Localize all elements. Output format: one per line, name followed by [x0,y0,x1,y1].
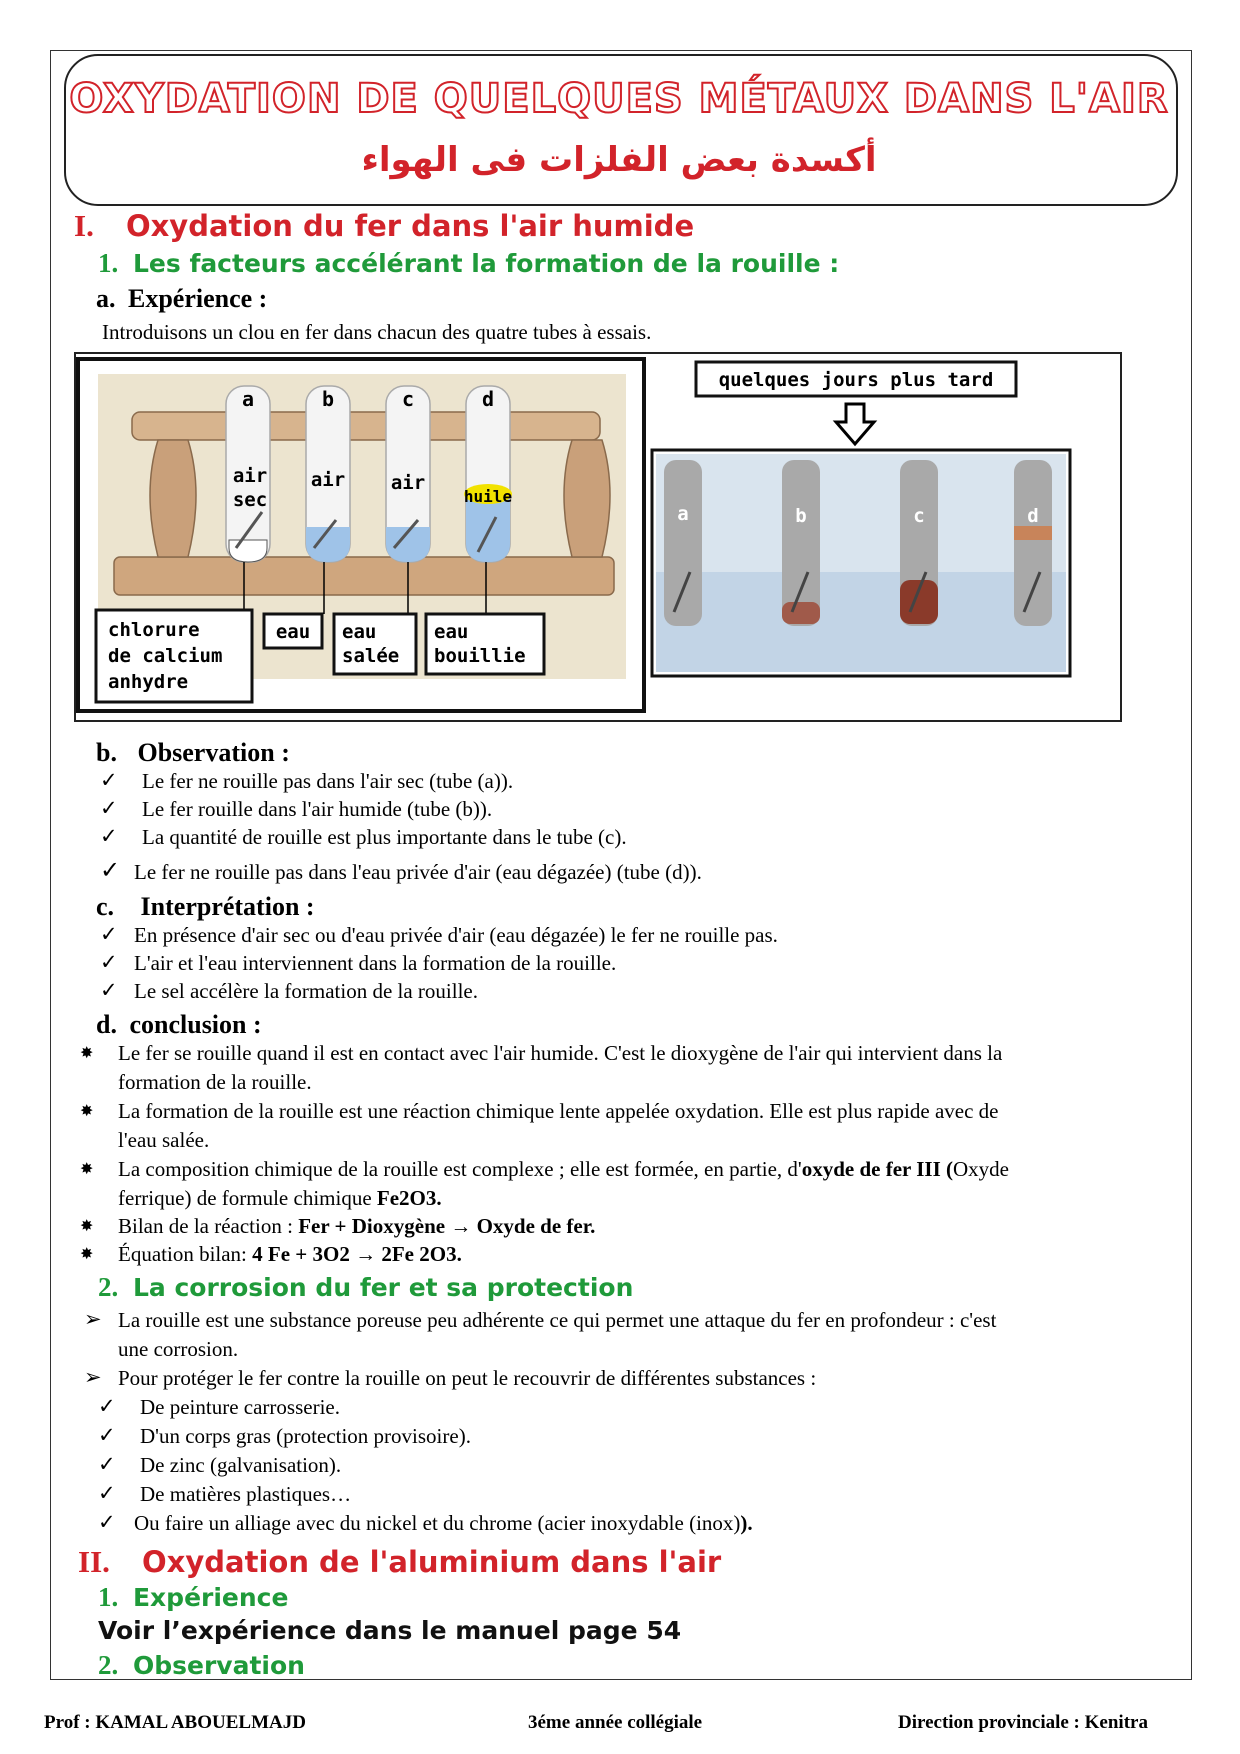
part-a-title: Expérience : [128,284,268,313]
conclusion-item [118,1240,462,1269]
corrosion-item: La rouille est une substance poreuse peu adhérente ce qui permet une attaque du fer en profondeur : c'est [118,1308,997,1332]
label-calcium-chloride-2: de calcium [108,645,223,667]
conclusion-item: La formation de la rouille est une réaction chimique lente appelée oxydation. Elle est plus rapide avec de [118,1099,999,1123]
conclusion-item-3-text-2: ferrique) de formule chimique [118,1186,377,1210]
formula-fe2o3: Fe2O3. [376,1186,442,1210]
corrosion-item-cont: une corrosion. [118,1337,239,1361]
protection-item: De matières plastiques… [140,1482,352,1506]
photo-label-a: a [677,503,689,525]
part-d-heading [96,1010,262,1040]
part-b-title: Observation : [137,738,290,767]
experience-text: Introduisons un clou en fer dans chacun des quatre tubes à essais. [102,320,652,344]
part-c-heading [96,892,315,922]
footer-author: Prof : KAMAL ABOUELMAJD [44,1712,306,1733]
check-icon: ✓ [98,1423,116,1447]
part-d-label: d. [96,1010,117,1039]
protection-item: De zinc (galvanisation). [140,1453,342,1477]
subsection-1-1-title: Les facteurs accélérant la formation de la rouille : [132,249,840,278]
subsection-1-2-heading [98,1272,633,1303]
bullet-icon: ✸ [80,1103,94,1120]
check-icon: ✓ [100,922,118,946]
label-salt-water-2: salée [342,645,400,667]
check-icon: ✓ [98,1452,116,1476]
subsection-2-1-number: 1. [98,1582,119,1612]
arrow-bullet-icon: ➢ [84,1307,102,1331]
subsection-1-1-heading [98,248,839,279]
check-icon: ✓ [100,768,118,792]
label-salt-water-1: eau [342,621,377,643]
tube-label-b: b [321,387,335,411]
section-1-heading [74,208,694,244]
conclusion-item-3-tail: Oxyde [953,1157,1009,1181]
label-boiled-water-1: eau [434,621,469,643]
tube-label-d: d [481,387,495,411]
subsection-1-2-number: 2. [98,1272,119,1302]
check-icon: ✓ [98,1394,116,1418]
subsection-2-1-heading [98,1582,288,1613]
observation-item: La quantité de rouille est plus importante dans le tube (c). [142,825,627,849]
check-icon: ✓ [100,858,121,884]
tube-label-c: c [401,387,415,411]
gas-label-air-sec-1: air [232,465,268,487]
page-title-arabic: أكسدة بعض الفلزات فى الهواء [361,140,877,180]
arrow-bullet-icon: ➢ [84,1365,102,1389]
conclusion-item-3-bold: oxyde de fer III ( [801,1157,953,1181]
bullet-icon: ✸ [80,1246,94,1263]
conclusion-item-3-text: La composition chimique de la rouille est complexe ; elle est formée, en partie, d' [118,1157,802,1181]
protection-item: D'un corps gras (protection provisoire). [140,1424,471,1448]
equation-label: Équation bilan: [118,1242,253,1266]
equation: 4 Fe + 3O2 → 2Fe 2O3. [252,1242,462,1266]
observation-item: Le fer ne rouille pas dans l'eau privée d'air (eau dégazée) (tube (d)). [134,860,702,884]
photo-label-c: c [913,505,925,527]
alloy-text-end: ). [740,1511,753,1535]
photo-label-d: d [1027,505,1039,527]
conclusion-item-cont: formation de la rouille. [118,1070,312,1094]
conclusion-item-cont: l'eau salée. [118,1128,210,1152]
subsection-2-2-number: 2. [98,1650,119,1680]
gas-label-air-sec-2: sec [232,489,268,511]
interpretation-item: L'air et l'eau interviennent dans la formation de la rouille. [134,951,617,975]
bullet-icon: ✸ [80,1218,94,1235]
subsection-1-1-number: 1. [98,248,119,278]
part-a-heading [96,284,267,314]
bullet-icon: ✸ [80,1161,94,1178]
part-b-label: b. [96,738,117,767]
reaction-balance: Fer + Dioxygène → Oxyde de fer. [298,1214,596,1238]
reaction-balance-label: Bilan de la réaction : [118,1214,299,1238]
conclusion-item: Le fer se rouille quand il est en contact avec l'air humide. C'est le dioxygène de l'air qui intervient dans la [118,1041,1003,1065]
part-d-title: conclusion : [129,1010,262,1039]
footer-direction: Direction provinciale : Kenitra [898,1712,1148,1733]
protection-item: De peinture carrosserie. [140,1395,340,1419]
gas-label-air-c: air [390,472,426,494]
section-2-title: Oxydation de l'aluminium dans l'air [142,1545,722,1579]
conclusion-item-cont [118,1184,442,1213]
check-icon: ✓ [100,950,118,974]
conclusion-item [118,1155,1009,1184]
subsection-2-2-heading [98,1650,305,1681]
gas-label-oil: huile [463,487,513,506]
subsection-1-2-title: La corrosion du fer et sa protection [132,1273,634,1302]
check-icon: ✓ [100,824,118,848]
observation-item: Le fer rouille dans l'air humide (tube (b)). [142,797,493,821]
label-boiled-water-2: bouillie [434,645,526,667]
check-icon: ✓ [98,1481,116,1505]
corrosion-item: Pour protéger le fer contre la rouille on peut le recouvrir de différentes substances : [118,1366,817,1390]
section-2-number: II. [78,1544,110,1579]
section-1-number: I. [74,208,94,243]
bullet-icon: ✸ [80,1045,94,1062]
part-b-heading [96,738,290,768]
observation-item: Le fer ne rouille pas dans l'air sec (tube (a)). [142,769,514,793]
label-calcium-chloride-3: anhydre [108,671,189,693]
interpretation-item: Le sel accélère la formation de la rouille. [134,979,478,1003]
label-calcium-chloride-1: chlorure [108,619,200,641]
section-2-heading [78,1544,721,1580]
check-icon: ✓ [100,978,118,1002]
check-icon: ✓ [98,1510,116,1534]
page-title: OXYDATION DE QUELQUES MÉTAUX DANS L'AIR [69,76,1169,122]
interpretation-item: En présence d'air sec ou d'eau privée d'air (eau dégazée) le fer ne rouille pas. [134,923,778,947]
label-water: eau [275,621,311,643]
alloy-text: Ou faire un alliage avec du nickel et du chrome (acier inoxydable (inox) [134,1511,741,1535]
subsection-2-2-title: Observation [132,1651,305,1680]
gas-label-air-b: air [310,469,346,491]
part-a-label: a. [96,284,116,313]
section-1-title: Oxydation du fer dans l'air humide [125,209,695,243]
protection-item [134,1509,753,1538]
footer-level: 3éme année collégiale [528,1712,703,1733]
label-days-later: quelques jours plus tard [718,369,994,391]
experiment-figure [74,352,1122,722]
subsection-2-1-title: Expérience [132,1583,289,1612]
check-icon: ✓ [100,796,118,820]
tube-label-a: a [241,387,255,411]
part-c-title: Interprétation : [140,892,315,921]
conclusion-item [118,1212,595,1241]
part-c-label: c. [96,892,115,921]
photo-label-b: b [795,505,807,527]
manual-reference: Voir l’expérience dans le manuel page 54 [98,1616,682,1645]
